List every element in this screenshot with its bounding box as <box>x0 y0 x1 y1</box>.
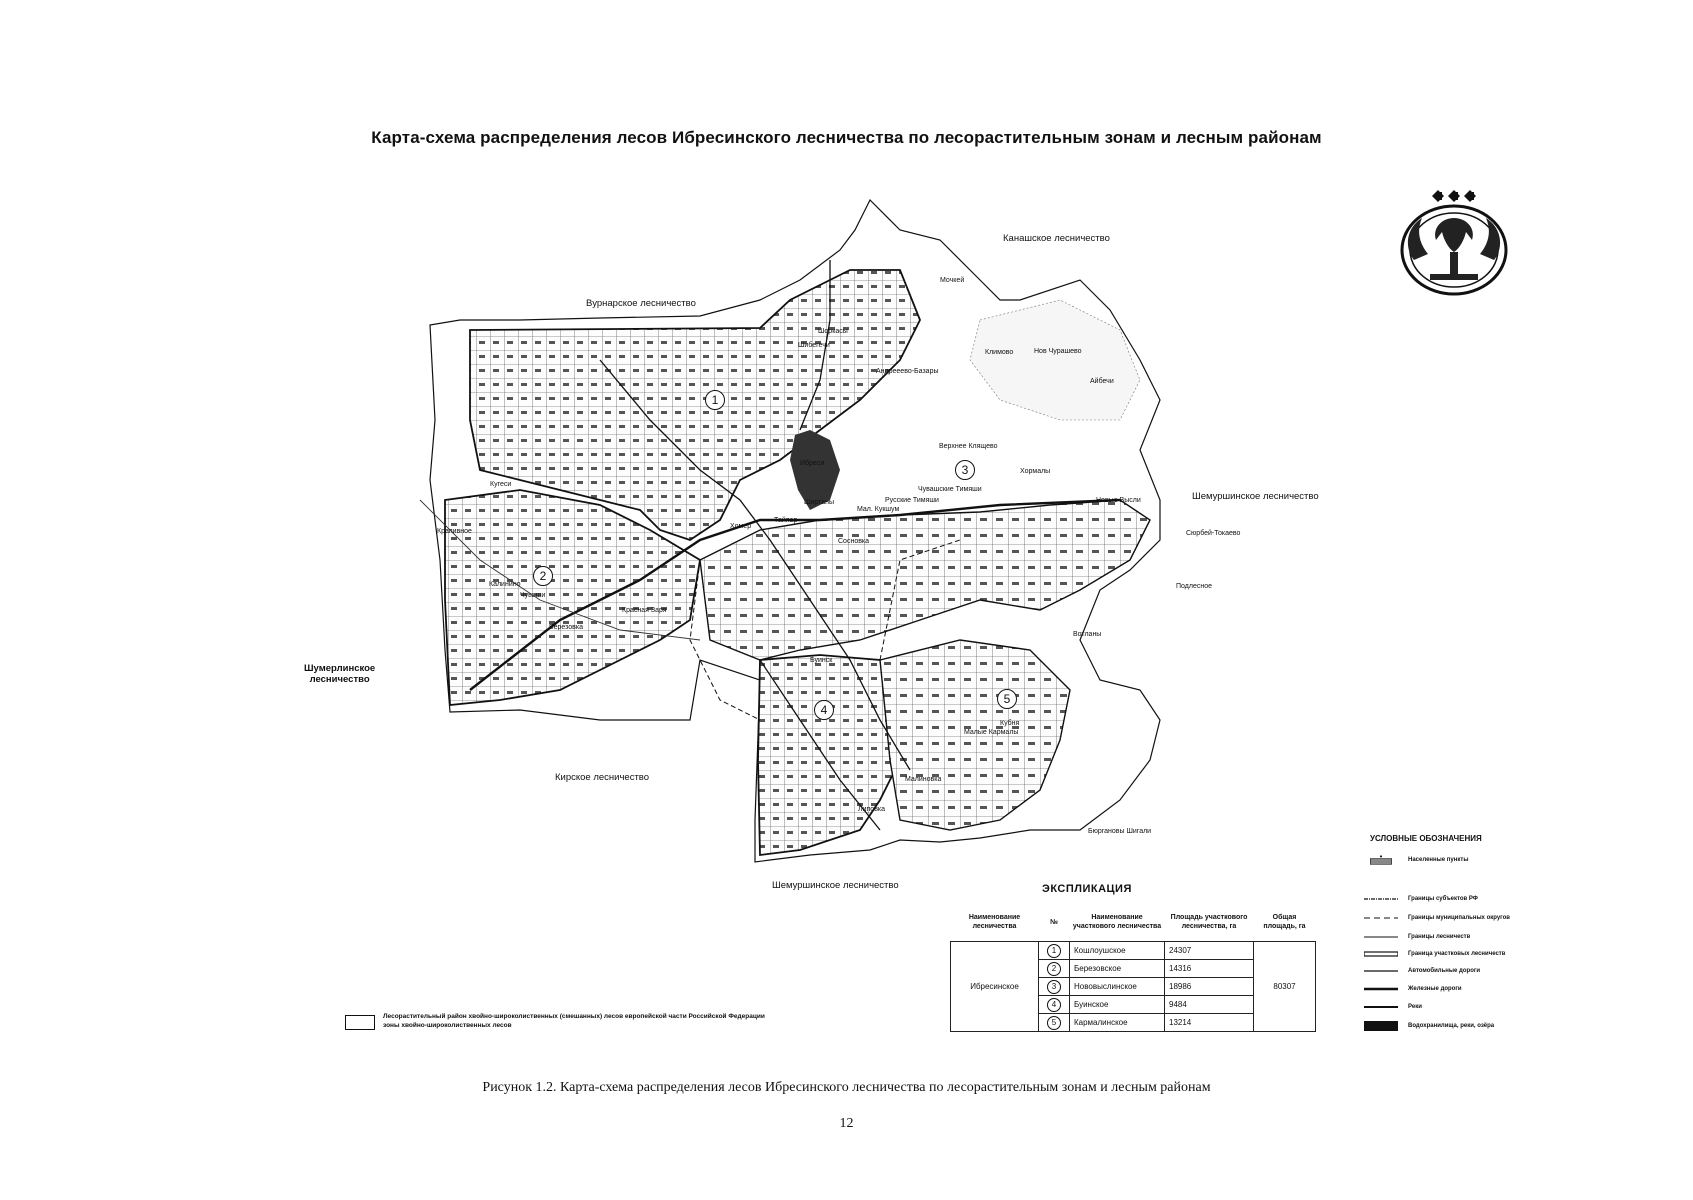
cell-num <box>1039 960 1070 978</box>
town-label: Крапивное <box>437 528 472 535</box>
town-label: Верхнее Клящево <box>939 443 998 450</box>
neighbor-shumerlin-line1: Шумерлинское <box>304 663 376 674</box>
forest-grid-areas <box>445 270 1150 855</box>
legend-item-railways <box>1364 982 1462 996</box>
town-label: Шибегечи <box>798 342 830 349</box>
legend-item-settlements <box>1364 853 1468 867</box>
town-label: Бюргановы Шигали <box>1088 828 1152 835</box>
town-label: Сосновка <box>838 538 870 545</box>
header-total: Общая площадь, га <box>1263 914 1306 930</box>
neighbor-kanash-label: Канашское лесничество <box>1003 233 1110 244</box>
explication-table <box>950 903 1316 1032</box>
zone-marker-2: 2 <box>533 566 553 586</box>
river-symbol-icon <box>1364 1002 1398 1012</box>
railway-symbol-icon <box>1364 984 1398 994</box>
cell-area: 9484 <box>1165 996 1254 1014</box>
neighbor-shemurshin-south-label: Шемуршинское лесничество <box>772 880 899 891</box>
settlement-symbol-icon <box>1364 855 1398 865</box>
town-label: Мочкей <box>940 277 965 284</box>
neighbor-shumerlin-label <box>304 663 375 685</box>
legend-item-rivers <box>1364 1000 1422 1014</box>
town-label: Вотланы <box>1073 631 1102 638</box>
town-label: Айбечи <box>1090 378 1114 385</box>
cell-total: 80307 <box>1254 942 1316 1032</box>
cell-area: 13214 <box>1165 1014 1254 1032</box>
legend-item-roads <box>1364 964 1480 978</box>
town-label: Нов Чурашево <box>1034 348 1082 355</box>
district-border-symbol-icon <box>1364 949 1398 959</box>
cell-forestry: Ибресинское <box>951 942 1039 1032</box>
town-label: Чуваши <box>520 592 546 599</box>
zone-marker-3: 3 <box>955 460 975 480</box>
legend-item-label: Границы муниципальных округов <box>1408 915 1510 921</box>
cell-district: Кошлоушское <box>1070 942 1165 960</box>
zone-legend <box>345 1012 783 1030</box>
zone-marker-1: 1 <box>705 390 725 410</box>
header-district: Наименование участкового лесничества <box>1072 914 1162 930</box>
zone-marker-4: 4 <box>814 700 834 720</box>
cell-district: Нововыслинское <box>1070 978 1165 996</box>
cell-area: 18986 <box>1165 978 1254 996</box>
header-forestry: Наименование лесничества <box>968 914 1021 930</box>
town-label: Новые Высли <box>1096 497 1141 504</box>
header-num: № <box>1050 918 1058 926</box>
town-label: Кугеси <box>490 481 512 488</box>
town-label: Климово <box>985 349 1014 356</box>
legend-item-forestry-border <box>1364 930 1470 944</box>
town-label: Хомер <box>730 523 752 530</box>
map-title: Карта-схема распределения лесов Ибресинского лесничества по лесорастительным зонам и лесным районам <box>371 128 1322 147</box>
federal-border-symbol-icon <box>1364 894 1398 904</box>
town-label: Буинск <box>810 657 833 664</box>
town-label: Березовка <box>549 624 583 631</box>
legend-item-label: Автомобильные дороги <box>1408 968 1481 974</box>
town-label: Ибреси <box>800 460 825 467</box>
town-label: Хормалы <box>1020 468 1051 475</box>
legend-item-district-border <box>1364 947 1505 961</box>
neighbor-kirsk-label: Кирское лесничество <box>555 772 650 783</box>
figure-caption: Рисунок 1.2. Карта-схема распределения лесов Ибресинского лесничества по лесорастительным зонам и лесным районам <box>482 1080 1211 1095</box>
neighbor-shumerlin-line2: лесничество <box>309 674 370 685</box>
reservoir-symbol-icon <box>1364 1021 1398 1031</box>
town-label: Русские Тимяши <box>885 497 939 504</box>
page-number: 12 <box>839 1116 854 1131</box>
town-label: Малые Кармалы <box>964 729 1019 736</box>
legend-item-label: Населенные пункты <box>1408 857 1469 863</box>
town-label: Ширтаны <box>804 499 834 506</box>
cell-district: Березовское <box>1070 960 1165 978</box>
legend-item-label: Железные дороги <box>1408 986 1462 992</box>
neighbor-shemurshin-east-label: Шемуршинское лесничество <box>1192 491 1319 502</box>
legend-item-label: Граница участковых лесничеств <box>1408 951 1506 957</box>
town-label: Мал. Кукшум <box>857 506 900 513</box>
town-label: Красная Заря <box>622 607 667 614</box>
town-label: Подлесное <box>1176 583 1212 590</box>
chuvash-emblem-icon <box>1394 188 1514 300</box>
town-label: Андрееево-Базары <box>876 368 939 375</box>
reservoir <box>790 430 840 510</box>
cell-district: Кармалинское <box>1070 1014 1165 1032</box>
legend-item-label: Границы субъектов РФ <box>1408 896 1478 902</box>
cell-num <box>1039 996 1070 1014</box>
town-label: Малиновка <box>905 776 942 783</box>
cell-num-value: 5 <box>1047 1016 1061 1030</box>
town-label: Чувашские Тимяши <box>918 486 982 493</box>
header-area: Площадь участкового лесничества, га <box>1170 914 1248 930</box>
legend-item-label: Водохранилища, реки, озёра <box>1408 1023 1495 1029</box>
town-label: Кубня <box>1000 720 1020 727</box>
legend-item-label: Реки <box>1408 1004 1422 1010</box>
zone-legend-text: Лесорастительный район хвойно-широколиственных (смешанных) лесов европейской части Российской Федерации зоны хвойно-широколиственных лесов <box>383 1013 765 1029</box>
cell-num-value: 2 <box>1047 962 1061 976</box>
legend-item-reservoirs <box>1364 1019 1494 1033</box>
legend-item-federal-border <box>1364 892 1478 906</box>
cell-num <box>1039 1014 1070 1032</box>
legend-title: УСЛОВНЫЕ ОБОЗНАЧЕНИЯ <box>1370 834 1482 843</box>
cell-num <box>1039 978 1070 996</box>
legend-item-label: Границы лесничеств <box>1408 934 1471 940</box>
legend-item-municipal-border <box>1364 911 1510 925</box>
neighbor-vurnar-label: Вурнарское лесничество <box>586 298 696 309</box>
cell-num-value: 1 <box>1047 944 1061 958</box>
town-label: Сюрбей-Токаево <box>1186 530 1241 537</box>
forestry-border-symbol-icon <box>1364 932 1398 942</box>
zone-marker-5: 5 <box>997 689 1017 709</box>
town-label: Шоркасы <box>818 328 848 335</box>
cell-num <box>1039 942 1070 960</box>
road-symbol-icon <box>1364 966 1398 976</box>
explication-title: ЭКСПЛИКАЦИЯ <box>1042 883 1132 895</box>
cell-num-value: 3 <box>1047 980 1061 994</box>
zone-legend-swatch <box>345 1015 375 1030</box>
cell-area: 14316 <box>1165 960 1254 978</box>
municipal-border-symbol-icon <box>1364 913 1398 923</box>
table-row <box>951 942 1316 960</box>
town-label: Калинино <box>489 581 521 588</box>
town-label: Липовка <box>858 806 886 813</box>
cell-area: 24307 <box>1165 942 1254 960</box>
town-label: Тайяар <box>774 517 798 524</box>
cell-num-value: 4 <box>1047 998 1061 1012</box>
cell-district: Буинское <box>1070 996 1165 1014</box>
